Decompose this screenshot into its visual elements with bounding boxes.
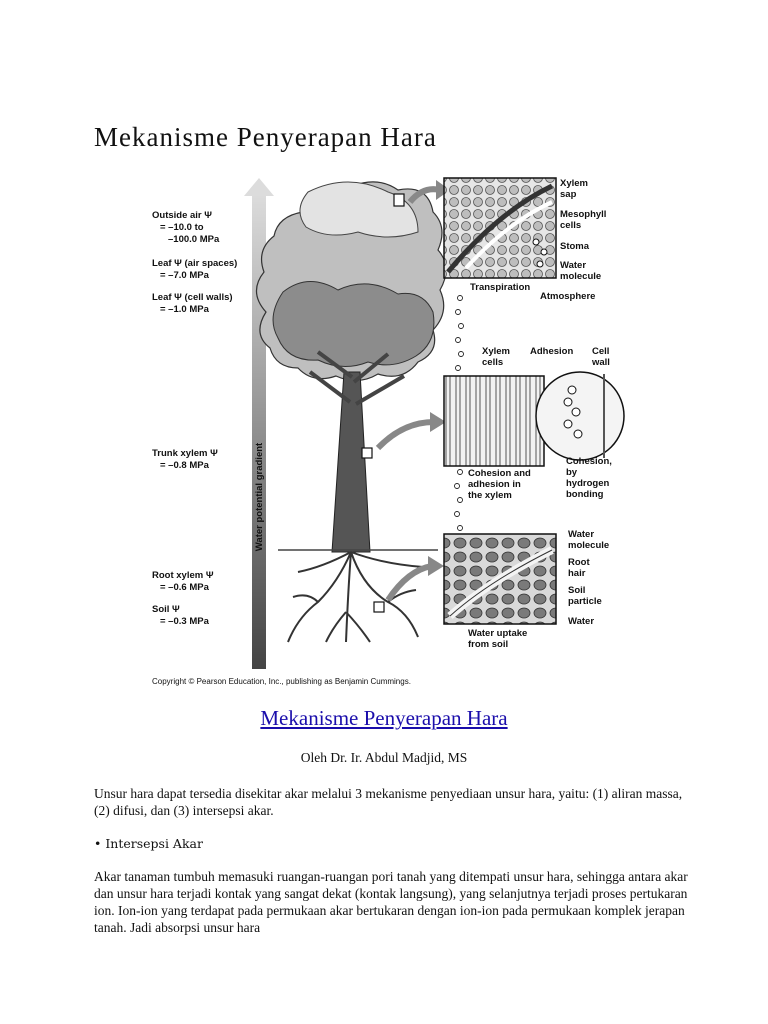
transpiration-panel bbox=[444, 178, 606, 302]
root-xylem-value: = –0.6 MPa bbox=[160, 582, 209, 593]
trunk-xylem-value: = –0.8 MPa bbox=[160, 460, 209, 471]
cohesion-adhesion-panel bbox=[444, 346, 624, 501]
intersepsi-paragraph: Akar tanaman tumbuh memasuki ruangan-ruangan pori tanah yang ditempati unsur hara, sehingga antara akar dan unsur hara terjadi kontak yang sangat dekat (kontak langsung), yang selanjutnya terjadi proses pertukaran ion. Ion-ion yang terdapat pada permukaan akar bertukaran dengan ion-ion pada permukaan komplek jerapan tanah. Jadi absorpsi unsur hara bbox=[94, 869, 688, 935]
adhesion-label: Adhesion bbox=[530, 346, 574, 357]
author-byline: Oleh Dr. Ir. Abdul Madjid, MS bbox=[300, 750, 468, 765]
xylem-sap-label-2: sap bbox=[560, 189, 577, 200]
xylem-cells-label-2: cells bbox=[482, 357, 504, 368]
tree-water-potential-diagram bbox=[148, 172, 628, 692]
mesophyll-label-2: cells bbox=[560, 220, 582, 231]
root-xylem-label: Root xylem Ψ bbox=[152, 570, 214, 581]
trunk-xylem-label: Trunk xylem Ψ bbox=[152, 448, 218, 459]
outside-air-label: Outside air Ψ bbox=[152, 210, 212, 221]
leaf-air-spaces-label: Leaf Ψ (air spaces) bbox=[152, 258, 238, 269]
copyright-notice: Copyright © Pearson Education, Inc., publishing as Benjamin Cummings. bbox=[152, 677, 411, 686]
soil-value: = –0.3 MPa bbox=[160, 616, 209, 627]
cohesion-label-3: hydrogen bbox=[566, 478, 610, 489]
mesophyll-label-1: Mesophyll bbox=[560, 209, 607, 220]
stoma-label: Stoma bbox=[560, 241, 590, 252]
roots-illustration bbox=[278, 550, 438, 642]
cell-wall-label-1: Cell bbox=[592, 346, 610, 357]
water-transport-figure bbox=[148, 172, 628, 692]
water-uptake-panel bbox=[444, 529, 609, 650]
atmosphere-label: Atmosphere bbox=[540, 291, 596, 302]
root-hair-label-1: Root bbox=[568, 557, 590, 568]
water-uptake-caption-1: Water uptake bbox=[468, 628, 528, 639]
cell-wall-label-2: wall bbox=[592, 357, 610, 368]
cohesion-label-1: Cohesion, bbox=[566, 456, 612, 467]
soil-particle-label-2: particle bbox=[568, 596, 602, 607]
cohesion-caption-2: adhesion in bbox=[468, 479, 521, 490]
water-molecule-bottom-2: molecule bbox=[568, 540, 610, 551]
outside-air-value-2: –100.0 MPa bbox=[168, 234, 220, 245]
cohesion-label-2: by bbox=[566, 467, 578, 478]
bullet-intersepsi-akar: • Intersepsi Akar bbox=[94, 836, 203, 851]
water-potential-labels bbox=[152, 210, 237, 627]
water-molecule-label-2: molecule bbox=[560, 271, 602, 282]
outside-air-value: = –10.0 to bbox=[160, 222, 204, 233]
water-molecule-label-1: Water bbox=[560, 260, 587, 271]
root-hair-label-2: hair bbox=[568, 568, 586, 579]
cohesion-caption-3: the xylem bbox=[468, 490, 512, 501]
water-molecule-bottom-1: Water bbox=[568, 529, 595, 540]
article-title-link[interactable]: Mekanisme Penyerapan Hara bbox=[260, 706, 508, 730]
leaf-air-spaces-value: = –7.0 MPa bbox=[160, 270, 209, 281]
leaf-cell-walls-label: Leaf Ψ (cell walls) bbox=[152, 292, 233, 303]
water-uptake-caption-2: from soil bbox=[468, 639, 509, 650]
water-label: Water bbox=[568, 616, 595, 627]
intro-paragraph: Unsur hara dapat tersedia disekitar akar melalui 3 mekanisme penyediaan unsur hara, yaitu: (1) aliran massa, (2) difusi, dan (3) intersepsi akar. bbox=[94, 786, 683, 818]
soil-label: Soil Ψ bbox=[152, 604, 180, 615]
cohesion-caption-1: Cohesion and bbox=[468, 468, 531, 479]
tree-trunk-illustration bbox=[310, 352, 404, 552]
gradient-label: Water potential gradient bbox=[254, 442, 265, 552]
cohesion-label-4: bonding bbox=[566, 489, 604, 500]
xylem-cells-label-1: Xylem bbox=[482, 346, 510, 357]
soil-particle-label-1: Soil bbox=[568, 585, 586, 596]
page-title: Mekanisme Penyerapan Hara bbox=[94, 122, 437, 152]
transpiration-label: Transpiration bbox=[470, 282, 531, 293]
tree-canopy-illustration bbox=[256, 182, 446, 381]
leaf-cell-walls-value: = –1.0 MPa bbox=[160, 304, 209, 315]
xylem-sap-label-1: Xylem bbox=[560, 178, 588, 189]
